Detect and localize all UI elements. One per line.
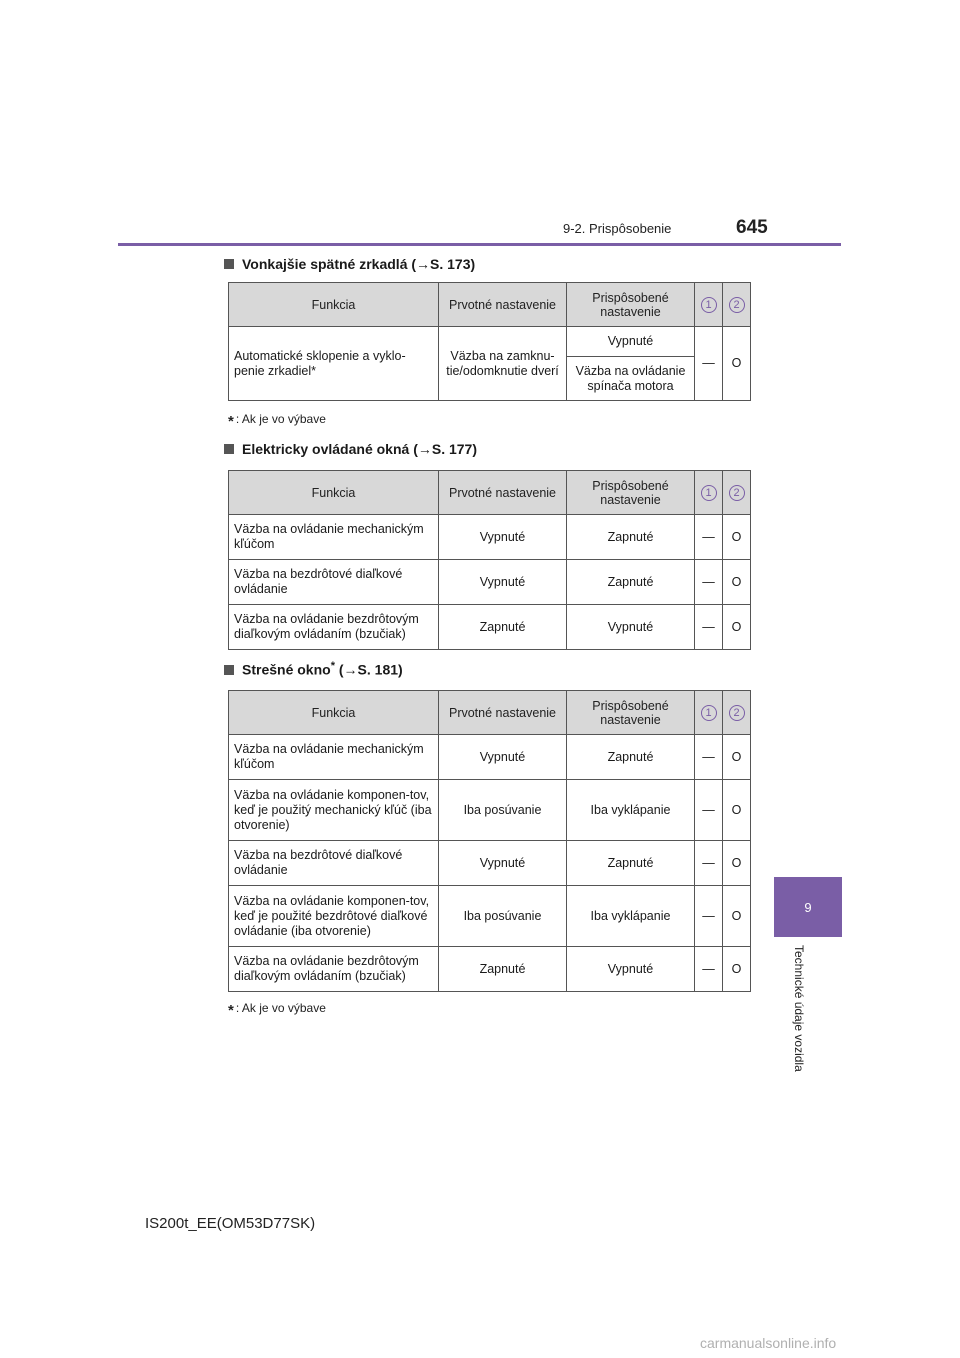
cell-col2: O — [723, 327, 751, 401]
cell-function: Väzba na ovládanie mechanickým kľúčom — [229, 515, 439, 560]
asterisk-icon: * — [228, 1002, 234, 1019]
table-row — [229, 841, 751, 886]
page-number: 645 — [736, 217, 768, 238]
cell-function: Väzba na ovládanie komponen-tov, keď je použitý mechanický kľúč (iba otvorenie) — [229, 780, 439, 841]
cell-col2: O — [723, 560, 751, 605]
col-header-2 — [723, 283, 751, 327]
square-bullet-icon — [224, 259, 234, 269]
footnote-equipment: * : Ak je vo výbave — [228, 412, 326, 430]
circled-number-icon: 1 — [701, 297, 717, 313]
col-header-2 — [723, 691, 751, 735]
cell-function: Väzba na bezdrôtové diaľkové ovládanie — [229, 560, 439, 605]
col-header-1 — [695, 691, 723, 735]
col-header-2 — [723, 471, 751, 515]
circled-number-icon: 2 — [729, 297, 745, 313]
cell-col2: O — [723, 605, 751, 650]
cell-default: Iba posúvanie — [439, 780, 567, 841]
cell-function: Väzba na ovládanie komponen-tov, keď je použité bezdrôtové diaľkové ovládanie (iba otvorenie) — [229, 886, 439, 947]
cell-col1: — — [695, 515, 723, 560]
cell-default: Vypnuté — [439, 841, 567, 886]
cell-function: Väzba na ovládanie bezdrôtovým diaľkovým ovládaním (bzučiak) — [229, 947, 439, 992]
cell-default: Vypnuté — [439, 560, 567, 605]
section-title-mirrors: Vonkajšie spätné zrkadlá (→S. 173) — [224, 256, 475, 272]
col-header-function: Funkcia — [229, 691, 439, 735]
cell-custom: Iba vyklápanie — [567, 886, 695, 947]
table-row — [229, 605, 751, 650]
footnote-equipment: * : Ak je vo výbave — [228, 1001, 326, 1019]
cell-custom: Vypnuté — [567, 605, 695, 650]
cell-custom: Zapnuté — [567, 841, 695, 886]
cell-custom: Zapnuté — [567, 560, 695, 605]
cell-col1: — — [695, 841, 723, 886]
col-header-custom: Prispôsobené nastavenie — [567, 283, 695, 327]
mirrors-table — [228, 282, 751, 401]
table-row — [229, 780, 751, 841]
cell-col1: — — [695, 735, 723, 780]
cell-custom: Zapnuté — [567, 735, 695, 780]
cell-custom: Vypnuté — [567, 947, 695, 992]
cell-default: Vypnuté — [439, 735, 567, 780]
cell-col1: — — [695, 947, 723, 992]
cell-default: Iba posúvanie — [439, 886, 567, 947]
cell-default: Zapnuté — [439, 605, 567, 650]
cell-function: Väzba na bezdrôtové diaľkové ovládanie — [229, 841, 439, 886]
col-header-default: Prvotné nastavenie — [439, 471, 567, 515]
circled-number-icon: 1 — [701, 705, 717, 721]
col-header-function: Funkcia — [229, 283, 439, 327]
cell-col2: O — [723, 886, 751, 947]
square-bullet-icon — [224, 444, 234, 454]
windows-table — [228, 470, 751, 650]
section-header: 9-2. Prispôsobenie — [563, 221, 672, 236]
cell-default: Zapnuté — [439, 947, 567, 992]
cell-col1: — — [695, 327, 723, 401]
cell-col1: — — [695, 886, 723, 947]
sunroof-table — [228, 690, 751, 992]
cell-function: Väzba na ovládanie bezdrôtovým diaľkovým ovládaním (bzučiak) — [229, 605, 439, 650]
cell-col2: O — [723, 947, 751, 992]
table-row — [229, 560, 751, 605]
circled-number-icon: 2 — [729, 705, 745, 721]
square-bullet-icon — [224, 665, 234, 675]
cell-col2: O — [723, 780, 751, 841]
cell-default: Vypnuté — [439, 515, 567, 560]
watermark: carmanualsonline.info — [700, 1335, 837, 1351]
col-header-1 — [695, 283, 723, 327]
cell-col2: O — [723, 515, 751, 560]
cell-col1: — — [695, 560, 723, 605]
col-header-default: Prvotné nastavenie — [439, 283, 567, 327]
col-header-custom: Prispôsobené nastavenie — [567, 471, 695, 515]
section-title-sunroof: Strešné okno* (→S. 181) — [224, 660, 403, 678]
table-row — [229, 327, 751, 357]
section-title-windows: Elektricky ovládané okná (→S. 177) — [224, 441, 477, 457]
table-header-row — [229, 283, 751, 327]
table-row — [229, 515, 751, 560]
table-row — [229, 735, 751, 780]
cell-function: Väzba na ovládanie mechanickým kľúčom — [229, 735, 439, 780]
circled-number-icon: 2 — [729, 485, 745, 501]
col-header-default: Prvotné nastavenie — [439, 691, 567, 735]
asterisk-icon: * — [330, 660, 335, 672]
table-header-row — [229, 471, 751, 515]
col-header-1 — [695, 471, 723, 515]
cell-function: Automatické sklopenie a vyklo-penie zrkadiel* — [229, 327, 439, 401]
cell-custom-a: Vypnuté — [567, 327, 695, 357]
table-header-row — [229, 691, 751, 735]
footer-model-code: IS200t_EE(OM53D77SK) — [145, 1215, 316, 1232]
table-row — [229, 886, 751, 947]
asterisk-icon: * — [228, 413, 234, 430]
cell-custom: Zapnuté — [567, 515, 695, 560]
cell-custom: Iba vyklápanie — [567, 780, 695, 841]
chapter-tab: 9 — [774, 877, 842, 937]
table-row — [229, 947, 751, 992]
cell-col1: — — [695, 605, 723, 650]
cell-custom-b: Väzba na ovládanie spínača motora — [567, 357, 695, 401]
col-header-function: Funkcia — [229, 471, 439, 515]
col-header-custom: Prispôsobené nastavenie — [567, 691, 695, 735]
cell-col2: O — [723, 841, 751, 886]
cell-col1: — — [695, 780, 723, 841]
cell-col2: O — [723, 735, 751, 780]
cell-default: Väzba na zamknu-tie/odomknutie dverí — [439, 327, 567, 401]
header-divider — [118, 243, 841, 246]
circled-number-icon: 1 — [701, 485, 717, 501]
chapter-title: Technické údaje vozidla — [792, 945, 806, 1072]
